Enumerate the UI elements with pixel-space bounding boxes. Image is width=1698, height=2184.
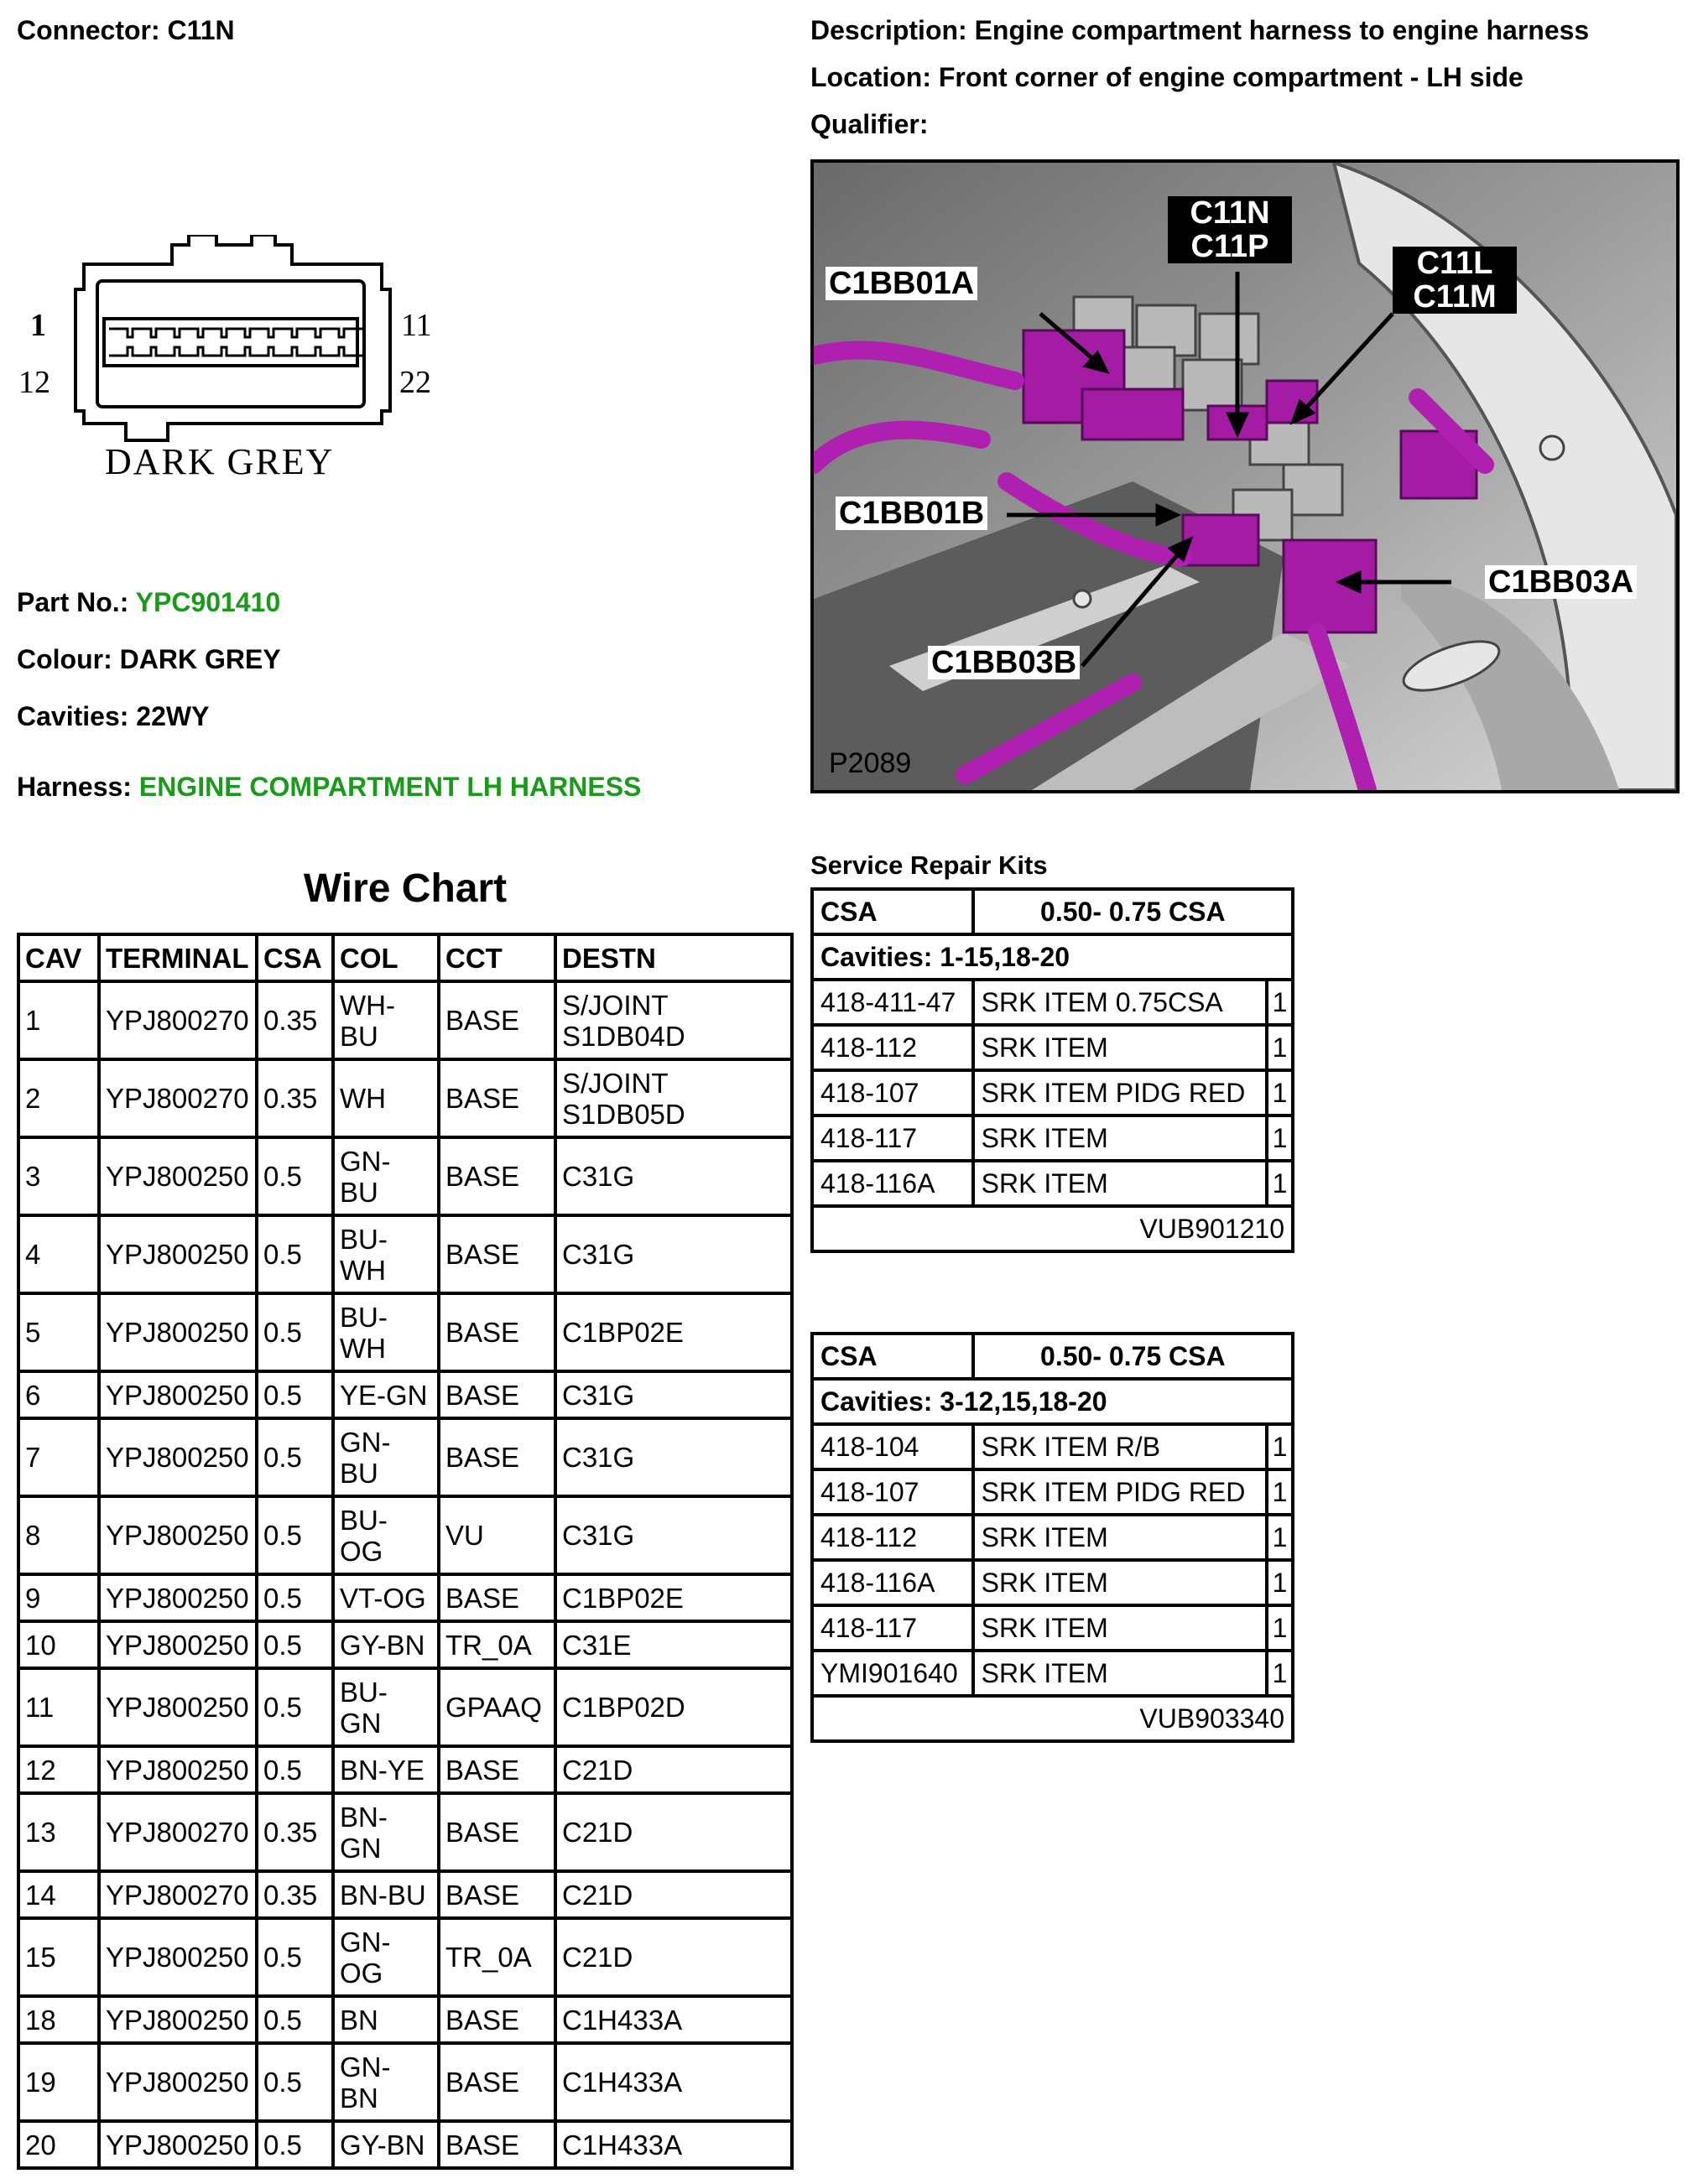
kit-item-desc: SRK ITEM [973, 1025, 1267, 1070]
wire-cell-csa: 0.5 [257, 2121, 333, 2168]
photo-code: P2089 [829, 747, 912, 779]
wire-cell-col: GN- OG [333, 1918, 439, 1996]
wire-cell-csa: 0.35 [257, 981, 333, 1059]
wire-cell-csa: 0.5 [257, 1918, 333, 1996]
wire-cell-col: BN-BU [333, 1871, 439, 1918]
wire-cell-destn: S/JOINT S1DB04D [555, 981, 792, 1059]
wire-cell-col: GN- BN [333, 2043, 439, 2121]
kit-item-part: 418-411-47 [812, 980, 973, 1025]
pin-row-top [109, 329, 362, 356]
wire-row [18, 1996, 792, 2043]
wire-cell-col: YE-GN [333, 1371, 439, 1418]
kit-item-desc: SRK ITEM [973, 1651, 1267, 1696]
photo-label-c11n-c11p [1168, 196, 1292, 263]
kit-item-row [812, 1070, 1293, 1115]
kit-item-row [812, 1469, 1293, 1515]
kit-csa-value: 0.50- 0.75 CSA [973, 1334, 1293, 1379]
service-kit-table-2 [810, 1332, 1294, 1743]
part-no-value[interactable]: YPC901410 [135, 587, 281, 617]
wire-cell-csa: 0.5 [257, 1496, 333, 1574]
wire-cell-cav: 3 [18, 1137, 99, 1215]
kit-cavities-row [812, 934, 1293, 980]
wire-cell-cav: 9 [18, 1574, 99, 1621]
colour-value: DARK GREY [119, 644, 281, 674]
kit-item-part: 418-107 [812, 1070, 973, 1115]
wire-row [18, 1293, 792, 1371]
wire-cell-terminal: YPJ800250 [99, 1215, 257, 1293]
kit-item-desc: SRK ITEM [973, 1605, 1267, 1651]
kit-item-part: 418-112 [812, 1025, 973, 1070]
wire-cell-terminal: YPJ800270 [99, 981, 257, 1059]
wire-cell-destn: C31G [555, 1418, 792, 1496]
header-cct: CCT [439, 934, 555, 981]
wire-cell-cct: BASE [439, 1059, 555, 1137]
wire-cell-terminal: YPJ800250 [99, 1418, 257, 1496]
wire-cell-cct: BASE [439, 1371, 555, 1418]
diagram-colour-label: DARK GREY [105, 441, 335, 482]
wire-cell-cav: 4 [18, 1215, 99, 1293]
kit-items [812, 980, 1293, 1206]
wire-row [18, 1059, 792, 1137]
wire-cell-csa: 0.5 [257, 1574, 333, 1621]
kit-item-desc: SRK ITEM [973, 1515, 1267, 1560]
wire-cell-col: VT-OG [333, 1574, 439, 1621]
wire-row [18, 1371, 792, 1418]
wire-cell-cav: 6 [18, 1371, 99, 1418]
wire-cell-cav: 20 [18, 2121, 99, 2168]
colour-label: Colour: [17, 644, 112, 674]
kit-item-part: YMI901640 [812, 1651, 973, 1696]
description-value: Engine compartment harness to engine harness [974, 15, 1590, 45]
pin-label-12: 12 [18, 365, 50, 400]
wire-cell-destn: C21D [555, 1918, 792, 1996]
wire-cell-csa: 0.35 [257, 1793, 333, 1871]
header-csa: CSA [257, 934, 333, 981]
wire-cell-cct: VU [439, 1496, 555, 1574]
description-line [810, 15, 1589, 46]
wire-cell-csa: 0.5 [257, 1668, 333, 1746]
wire-cell-col: GN- BU [333, 1137, 439, 1215]
wire-cell-destn: C21D [555, 1793, 792, 1871]
photo-label-c11n: C11N [1190, 195, 1270, 231]
wire-cell-terminal: YPJ800250 [99, 1574, 257, 1621]
kit-item-qty: 1 [1267, 1070, 1293, 1115]
wire-cell-destn: S/JOINT S1DB05D [555, 1059, 792, 1137]
photo-label-c1bb03a: C1BB03A [1485, 565, 1637, 599]
photo-label-c1bb01b: C1BB01B [836, 497, 987, 530]
wire-cell-cct: BASE [439, 1793, 555, 1871]
photo-label-c11p: C11P [1190, 229, 1269, 264]
kit-item-qty: 1 [1267, 1115, 1293, 1161]
wire-chart-header-row [18, 934, 792, 981]
wire-cell-csa: 0.35 [257, 1871, 333, 1918]
kit-csa-label: CSA [812, 1334, 973, 1379]
service-kit-table-1 [810, 887, 1294, 1253]
kit-item-row [812, 1560, 1293, 1605]
wire-row [18, 1215, 792, 1293]
wire-cell-cav: 10 [18, 1621, 99, 1668]
wire-cell-terminal: YPJ800250 [99, 1371, 257, 1418]
kit-item-qty: 1 [1267, 1424, 1293, 1469]
wire-cell-csa: 0.5 [257, 1215, 333, 1293]
kit-item-desc: SRK ITEM [973, 1115, 1267, 1161]
wire-cell-terminal: YPJ800250 [99, 2121, 257, 2168]
wire-cell-col: BN- GN [333, 1793, 439, 1871]
wire-cell-csa: 0.5 [257, 1746, 333, 1793]
photo-label-c1bb01a: C1BB01A [826, 267, 977, 300]
wire-cell-csa: 0.5 [257, 1371, 333, 1418]
wire-cell-cav: 8 [18, 1496, 99, 1574]
kit-csa-label: CSA [812, 889, 973, 934]
wire-cell-destn: C1H433A [555, 1996, 792, 2043]
photo-label-c1bb03b: C1BB03B [928, 646, 1080, 679]
wire-cell-col: BU- WH [333, 1293, 439, 1371]
kit-item-part: 418-116A [812, 1161, 973, 1206]
harness-value[interactable]: ENGINE COMPARTMENT LH HARNESS [138, 772, 642, 802]
wire-cell-terminal: YPJ800250 [99, 1621, 257, 1668]
wire-row [18, 2043, 792, 2121]
wire-cell-destn: C1H433A [555, 2121, 792, 2168]
kit-item-part: 418-104 [812, 1424, 973, 1469]
wire-cell-cct: BASE [439, 1418, 555, 1496]
kit-csa-value: 0.50- 0.75 CSA [973, 889, 1293, 934]
wire-row [18, 1746, 792, 1793]
wire-cell-csa: 0.5 [257, 1293, 333, 1371]
kit-item-row [812, 1651, 1293, 1696]
kit-number: VUB903340 [812, 1696, 1293, 1741]
wire-cell-cav: 7 [18, 1418, 99, 1496]
wire-cell-terminal: YPJ800250 [99, 2043, 257, 2121]
wire-row [18, 1137, 792, 1215]
wire-cell-terminal: YPJ800250 [99, 1996, 257, 2043]
wire-cell-cct: BASE [439, 2043, 555, 2121]
kit-item-row [812, 1605, 1293, 1651]
wire-cell-col: GN- BU [333, 1418, 439, 1496]
kit-csa-row [812, 1334, 1293, 1379]
kit-item-row [812, 1424, 1293, 1469]
kit-item-row [812, 1161, 1293, 1206]
pin-label-22: 22 [399, 365, 431, 400]
kit-item-part: 418-116A [812, 1560, 973, 1605]
wire-cell-cav: 1 [18, 981, 99, 1059]
wire-cell-csa: 0.5 [257, 1621, 333, 1668]
kit-item-desc: SRK ITEM [973, 1161, 1267, 1206]
wire-cell-destn: C1BP02E [555, 1574, 792, 1621]
wire-cell-cav: 2 [18, 1059, 99, 1137]
kit-item-row [812, 1115, 1293, 1161]
connector-line [17, 15, 235, 46]
wire-cell-terminal: YPJ800250 [99, 1668, 257, 1746]
location-label: Location: [810, 62, 931, 92]
kit-item-desc: SRK ITEM PIDG RED [973, 1070, 1267, 1115]
kit-item-row [812, 1515, 1293, 1560]
kit-cavities: Cavities: 3-12,15,18-20 [812, 1379, 1293, 1424]
wire-cell-csa: 0.35 [257, 1059, 333, 1137]
wire-cell-cav: 11 [18, 1668, 99, 1746]
wire-row [18, 1918, 792, 1996]
wire-cell-col: BN-YE [333, 1746, 439, 1793]
wire-cell-col: BU- WH [333, 1215, 439, 1293]
location-line [810, 62, 1524, 93]
kit-item-qty: 1 [1267, 1161, 1293, 1206]
kit-number-row [812, 1206, 1293, 1251]
kit-item-desc: SRK ITEM [973, 1560, 1267, 1605]
header-destn: DESTN [555, 934, 792, 981]
wire-cell-destn: C31G [555, 1496, 792, 1574]
wire-cell-cct: BASE [439, 1215, 555, 1293]
wire-cell-cav: 13 [18, 1793, 99, 1871]
wire-cell-destn: C31G [555, 1137, 792, 1215]
kit-item-row [812, 980, 1293, 1025]
wire-cell-cct: TR_0A [439, 1918, 555, 1996]
header-cav: CAV [18, 934, 99, 981]
kit-item-row [812, 1025, 1293, 1070]
kit-item-qty: 1 [1267, 1605, 1293, 1651]
wire-cell-csa: 0.5 [257, 1137, 333, 1215]
wire-cell-cct: GPAAQ [439, 1668, 555, 1746]
qualifier-line [810, 109, 928, 140]
wire-cell-destn: C1H433A [555, 2043, 792, 2121]
wire-cell-csa: 0.5 [257, 1418, 333, 1496]
kit-item-qty: 1 [1267, 1469, 1293, 1515]
wire-cell-cct: BASE [439, 1871, 555, 1918]
wire-cell-cav: 12 [18, 1746, 99, 1793]
cavities-line [17, 701, 209, 732]
wire-row [18, 1496, 792, 1574]
kit-item-qty: 1 [1267, 1515, 1293, 1560]
wire-cell-cct: BASE [439, 981, 555, 1059]
wire-cell-terminal: YPJ800270 [99, 1793, 257, 1871]
harness-label: Harness: [17, 772, 132, 802]
wire-cell-col: BU- GN [333, 1668, 439, 1746]
wire-cell-csa: 0.5 [257, 2043, 333, 2121]
wire-cell-cav: 18 [18, 1996, 99, 2043]
photo-label-c11l-c11m [1393, 247, 1517, 314]
cavities-value: 22WY [136, 701, 210, 731]
pin-label-1: 1 [30, 308, 46, 343]
kit-cavities: Cavities: 1-15,18-20 [812, 934, 1293, 980]
wire-cell-cav: 5 [18, 1293, 99, 1371]
location-photo [810, 159, 1680, 793]
cavities-label: Cavities: [17, 701, 129, 731]
kit-item-qty: 1 [1267, 1651, 1293, 1696]
wire-cell-terminal: YPJ800250 [99, 1137, 257, 1215]
wire-row [18, 1418, 792, 1496]
kit-number: VUB901210 [812, 1206, 1293, 1251]
wire-chart-body [18, 981, 792, 2168]
wire-cell-terminal: YPJ800250 [99, 1746, 257, 1793]
wire-row [18, 1871, 792, 1918]
kit-item-part: 418-107 [812, 1469, 973, 1515]
photo-label-c11l: C11L [1416, 246, 1493, 281]
wire-cell-cct: TR_0A [439, 1621, 555, 1668]
wire-cell-destn: C1BP02D [555, 1668, 792, 1746]
colour-line [17, 644, 281, 675]
wire-cell-terminal: YPJ800250 [99, 1496, 257, 1574]
wire-cell-col: WH [333, 1059, 439, 1137]
wire-cell-destn: C31G [555, 1371, 792, 1418]
kit-csa-row [812, 889, 1293, 934]
wire-cell-cct: BASE [439, 2121, 555, 2168]
connector-value: C11N [167, 15, 235, 45]
harness-line [17, 772, 641, 803]
wire-cell-destn: C1BP02E [555, 1293, 792, 1371]
wire-cell-cct: BASE [439, 1746, 555, 1793]
wire-row [18, 981, 792, 1059]
wire-cell-terminal: YPJ800270 [99, 1871, 257, 1918]
wire-cell-terminal: YPJ800250 [99, 1918, 257, 1996]
connector-diagram [0, 235, 470, 503]
header-col: COL [333, 934, 439, 981]
wire-chart-title: Wire Chart [303, 866, 508, 911]
wire-row [18, 1621, 792, 1668]
wire-row [18, 1668, 792, 1746]
photo-label-c11m: C11M [1413, 279, 1497, 315]
wire-cell-cav: 15 [18, 1918, 99, 1996]
kit-number-row [812, 1696, 1293, 1741]
kit-item-qty: 1 [1267, 980, 1293, 1025]
wire-chart-table [17, 933, 794, 2170]
kit-item-part: 418-117 [812, 1605, 973, 1651]
description-label: Description: [810, 15, 967, 45]
wire-cell-cct: BASE [439, 1293, 555, 1371]
kit-item-qty: 1 [1267, 1025, 1293, 1070]
connector-label: Connector: [17, 15, 160, 45]
wire-cell-cct: BASE [439, 1574, 555, 1621]
qualifier-label: Qualifier: [810, 109, 929, 139]
kit-item-desc: SRK ITEM R/B [973, 1424, 1267, 1469]
part-no-label: Part No.: [17, 587, 129, 617]
wire-row [18, 1574, 792, 1621]
kit-item-qty: 1 [1267, 1560, 1293, 1605]
wire-cell-destn: C31G [555, 1215, 792, 1293]
wire-cell-col: BU- OG [333, 1496, 439, 1574]
wire-cell-cav: 19 [18, 2043, 99, 2121]
kit-item-part: 418-117 [812, 1115, 973, 1161]
wire-cell-terminal: YPJ800250 [99, 1293, 257, 1371]
wire-cell-destn: C31E [555, 1621, 792, 1668]
kit-items [812, 1424, 1293, 1696]
wire-row [18, 2121, 792, 2168]
wire-cell-cct: BASE [439, 1996, 555, 2043]
wire-cell-csa: 0.5 [257, 1996, 333, 2043]
kit-item-part: 418-112 [812, 1515, 973, 1560]
wire-cell-terminal: YPJ800270 [99, 1059, 257, 1137]
part-no-line [17, 587, 280, 618]
wire-cell-col: GY-BN [333, 1621, 439, 1668]
kit-item-desc: SRK ITEM PIDG RED [973, 1469, 1267, 1515]
wire-cell-col: WH- BU [333, 981, 439, 1059]
wire-row [18, 1793, 792, 1871]
kit-cavities-row [812, 1379, 1293, 1424]
wire-cell-destn: C21D [555, 1871, 792, 1918]
kit-item-desc: SRK ITEM 0.75CSA [973, 980, 1267, 1025]
location-value: Front corner of engine compartment - LH side [938, 62, 1524, 92]
wire-cell-destn: C21D [555, 1746, 792, 1793]
header-terminal: TERMINAL [99, 934, 257, 981]
pin-label-11: 11 [401, 308, 432, 343]
wire-cell-cct: BASE [439, 1137, 555, 1215]
wire-cell-col: GY-BN [333, 2121, 439, 2168]
wire-cell-cav: 14 [18, 1871, 99, 1918]
wire-cell-col: BN [333, 1996, 439, 2043]
service-kits-title: Service Repair Kits [810, 850, 1048, 880]
